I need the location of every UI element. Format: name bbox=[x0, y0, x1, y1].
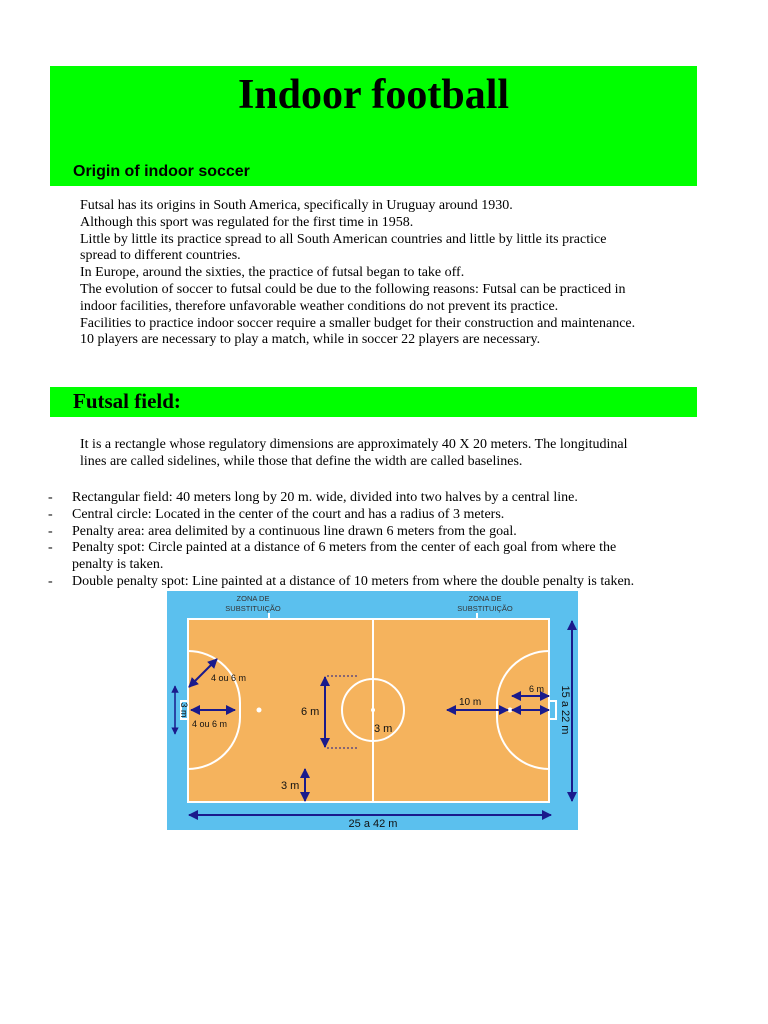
label-length: 25 a 42 m bbox=[348, 818, 398, 830]
title-banner bbox=[50, 66, 697, 186]
label-10m: 10 m bbox=[459, 697, 482, 708]
list-item-continuation: penalty is taken. bbox=[72, 557, 164, 573]
bullet-dash: - bbox=[48, 523, 53, 539]
list-item-text: Double penalty spot: Line painted at a distance of 10 meters from where the double penalty is taken. bbox=[72, 573, 635, 589]
list-item bbox=[48, 540, 708, 574]
origin-line: 10 players are necessary to play a match, while in soccer 22 players are necessary. bbox=[80, 332, 541, 348]
bullet-dash: - bbox=[48, 506, 53, 522]
left-penalty-spot bbox=[257, 708, 262, 713]
origin-line: The evolution of soccer to futsal could be due to the following reasons: Futsal can be practiced in bbox=[80, 281, 626, 297]
origin-line: In Europe, around the sixties, the practice of futsal began to take off. bbox=[80, 265, 465, 281]
field-rules-list bbox=[48, 490, 708, 591]
center-spot bbox=[371, 708, 375, 712]
origin-paragraph bbox=[80, 198, 705, 349]
list-item-text: Rectangular field: 40 meters long by 20 m. wide, divided into two halves by a central line. bbox=[72, 490, 578, 505]
origin-line: Futsal has its origins in South America, specifically in Uruguay around 1930. bbox=[80, 198, 513, 213]
origin-line: spread to different countries. bbox=[80, 248, 241, 264]
label-6m: 6 m bbox=[301, 706, 320, 718]
zone-right-label-2: SUBSTITUIÇÃO bbox=[457, 604, 513, 613]
futsal-court-diagram bbox=[167, 591, 578, 830]
origin-line: Although this sport was regulated for the first time in 1958. bbox=[80, 214, 414, 230]
label-6m-right: 6 m bbox=[529, 684, 545, 694]
list-item-text: Penalty area: area delimited by a continuous line drawn 6 meters from the goal. bbox=[72, 523, 517, 539]
origin-line: Facilities to practice indoor soccer require a smaller budget for their construction and maintenance. bbox=[80, 315, 636, 331]
bullet-dash: - bbox=[48, 490, 53, 505]
page-title: Indoor football bbox=[237, 72, 510, 118]
bullet-dash: - bbox=[48, 540, 53, 556]
list-item bbox=[48, 524, 708, 541]
origin-line: Little by little its practice spread to all South American countries and little by little its practice bbox=[80, 231, 607, 247]
label-width: 15 a 22 m bbox=[559, 685, 571, 735]
zone-left-label-1: ZONA DE bbox=[236, 594, 270, 603]
list-item bbox=[48, 490, 708, 507]
field-intro-line: It is a rectangle whose regulatory dimensions are approximately 40 X 20 meters. The longitudinal bbox=[80, 437, 628, 452]
zone-right-label-1: ZONA DE bbox=[468, 594, 502, 603]
section-subtitle-origin: Origin of indoor soccer bbox=[73, 163, 250, 180]
label-3m-center: 3 m bbox=[374, 723, 393, 735]
field-intro-line: lines are called sidelines, while those that define the width are called baselines. bbox=[80, 453, 523, 469]
list-item-text: Central circle: Located in the center of the court and has a radius of 3 meters. bbox=[72, 506, 505, 522]
futsal-field-banner bbox=[50, 387, 697, 417]
label-3m-bottom: 3 m bbox=[281, 780, 300, 792]
zone-left-label-2: SUBSTITUIÇÃO bbox=[225, 604, 281, 613]
label-4ou6-top: 4 ou 6 m bbox=[211, 673, 247, 683]
section-heading-field: Futsal field: bbox=[73, 389, 181, 413]
right-penalty-spot bbox=[508, 708, 513, 713]
label-3m-side: 3 m bbox=[179, 702, 189, 718]
list-item bbox=[48, 574, 708, 591]
field-intro-paragraph bbox=[80, 437, 705, 471]
list-item bbox=[48, 507, 708, 524]
bullet-dash: - bbox=[48, 573, 53, 589]
origin-line: indoor facilities, therefore unfavorable weather conditions do not prevent its practice. bbox=[80, 298, 559, 314]
list-item-text: Penalty spot: Circle painted at a distance of 6 meters from the center of each goal from where the bbox=[72, 540, 617, 556]
label-4ou6-bottom: 4 ou 6 m bbox=[192, 719, 228, 729]
